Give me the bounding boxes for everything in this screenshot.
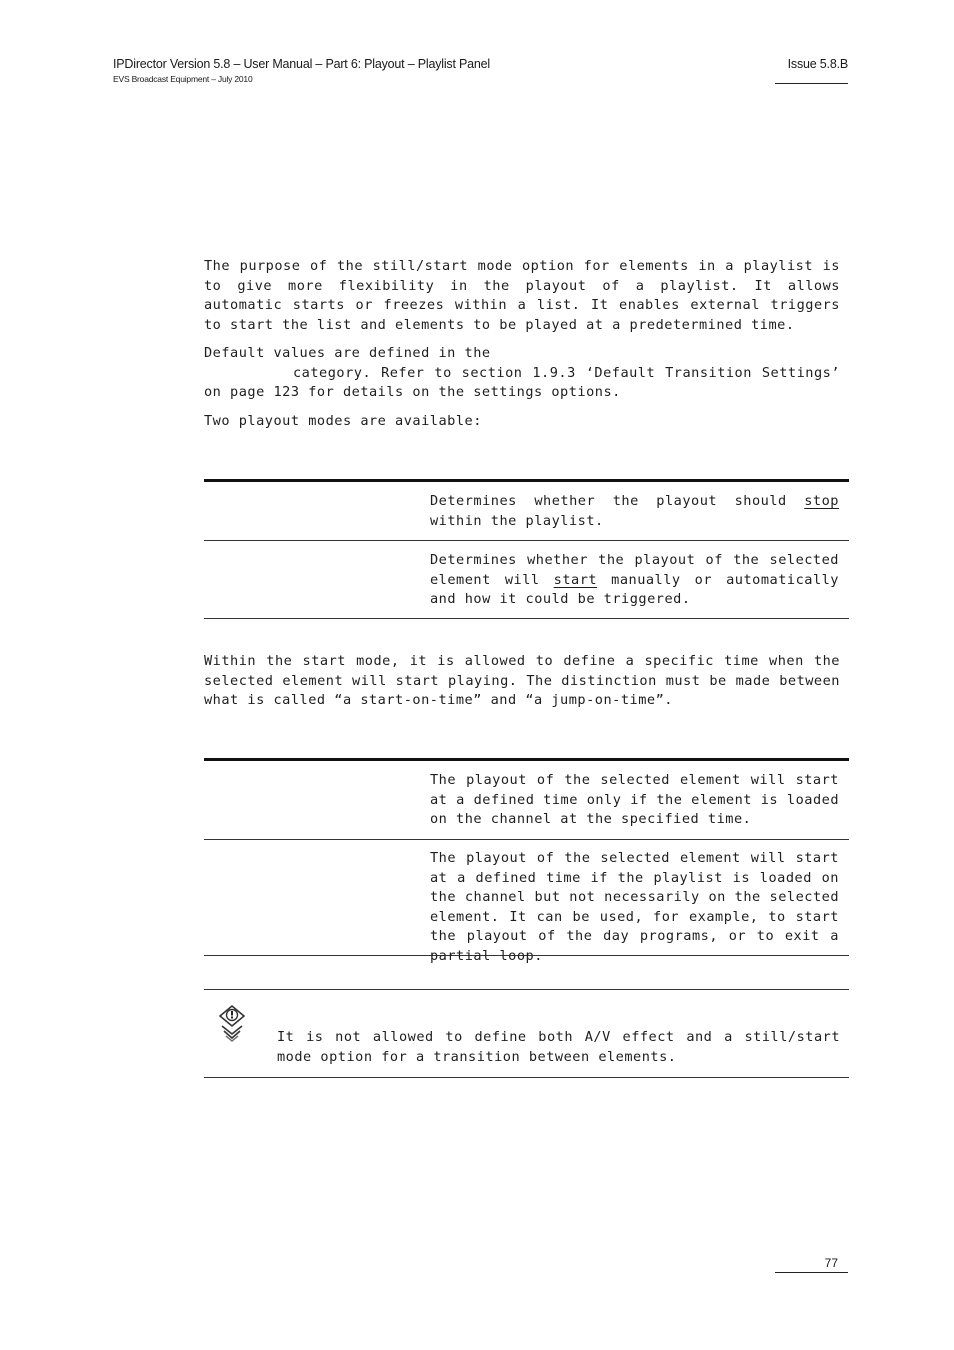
table-cell-description: The playout of the selected element will start at a defined time if the playlist is loaded on the channel but not necessarily on the selected element. It can be used, for example, to start the playout of the day programs, or to exit a partial loop.: [430, 850, 839, 964]
default-values-line-2: category. Refer to section 1.9.3 ‘Default Transition Settings’ on page 123 for details on the settings options.: [204, 364, 840, 400]
note-box: [204, 989, 849, 1078]
table-cell-description: The playout of the selected element will start at a defined time only if the element is loaded on the channel at the specified time.: [430, 772, 839, 827]
page-number: 77: [824, 1256, 838, 1270]
start-mode-paragraph: [204, 652, 840, 711]
underlined-term: start: [553, 571, 598, 588]
playout-modes-table: [204, 479, 849, 619]
playout-modes-text: Two playout modes are available:: [204, 413, 482, 429]
start-time-table: [204, 758, 849, 964]
text-segment: Determines whether the playout should: [430, 493, 805, 509]
text-segment: Determines whether the playout of the selected element will: [430, 552, 839, 588]
issue-label: Issue 5.8.B: [787, 57, 848, 71]
text-segment: manually or automatically and how it could be triggered.: [430, 571, 839, 607]
start-mode-text: Within the start mode, it is allowed to define a specific time when the selected element will start playing. The distinction must be made between what is called “a start-on-time” and “a jump-on-time”.: [204, 653, 840, 708]
default-values-line-1: Default values are defined in the: [204, 345, 491, 361]
intro-text: The purpose of the still/start mode option for elements in a playlist is to give more flexibility in the playout of a playlist. It allows automatic starts or freezes within a list. It enables external triggers to start the list and elements to be played at a predetermined time.: [204, 258, 840, 333]
playout-modes-intro: [204, 412, 840, 432]
underlined-term: stop: [804, 493, 839, 509]
document-title: IPDirector Version 5.8 – User Manual – Part 6: Playout – Playlist Panel: [113, 57, 490, 71]
note-text: It is not allowed to define both A/V effect and a still/start mode option for a transition between elements.: [277, 1029, 840, 1065]
intro-paragraph: [204, 257, 840, 335]
table-row: [204, 761, 849, 840]
footer-rule: [775, 1272, 848, 1273]
text-segment: within the playlist.: [430, 512, 604, 529]
table-row: [204, 482, 849, 541]
table-cell-description: [430, 551, 839, 610]
document-subtitle: EVS Broadcast Equipment – July 2010: [113, 74, 253, 84]
header-rule: [775, 83, 848, 84]
table-row: [204, 840, 849, 964]
default-values-paragraph: [204, 344, 840, 403]
warning-note-icon: [216, 1002, 248, 1042]
table-row: [204, 541, 849, 619]
table-cell-description: [430, 492, 839, 531]
